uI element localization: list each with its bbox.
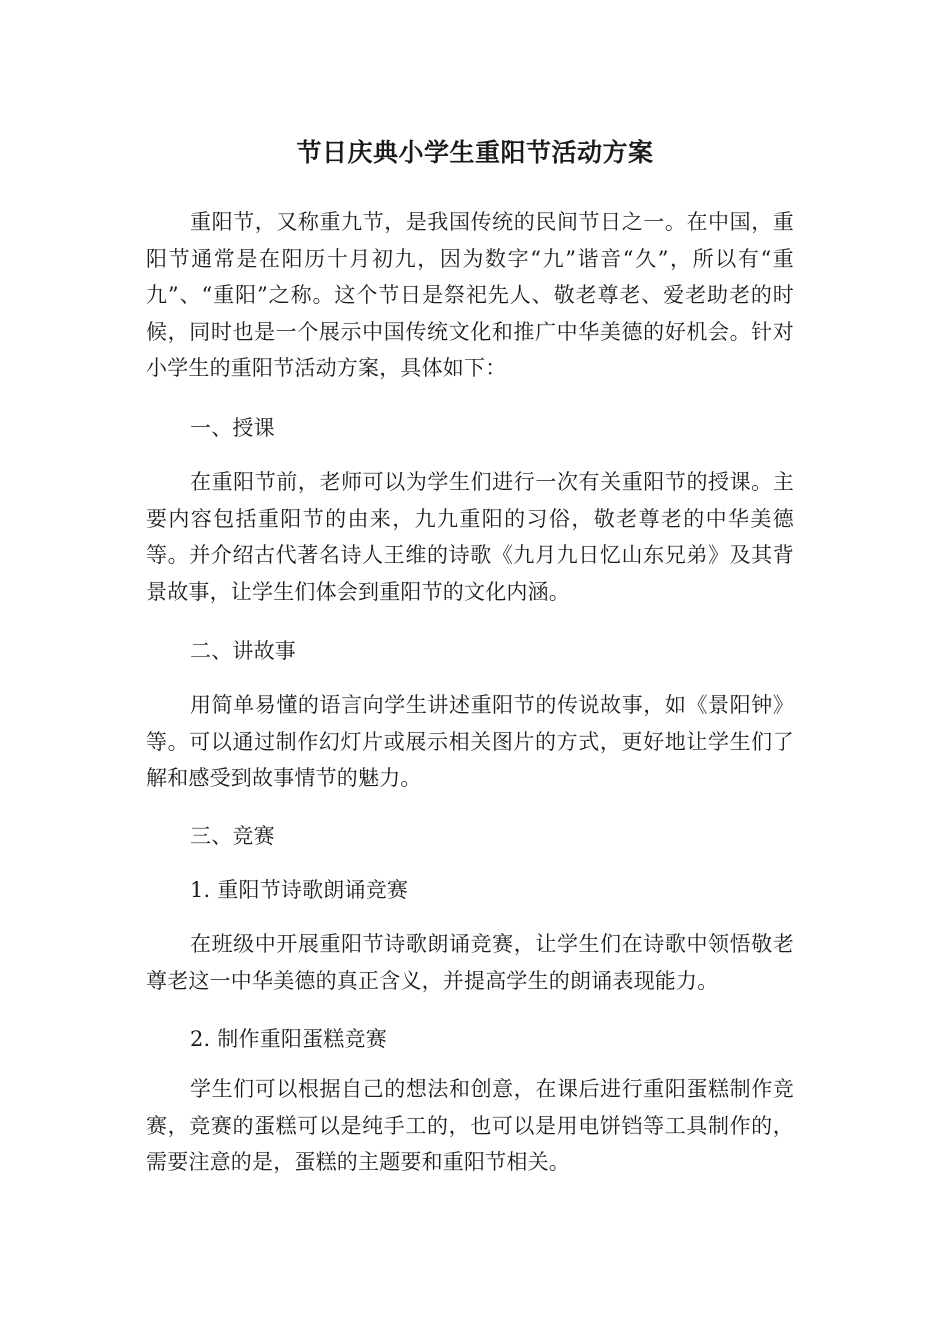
subsection-heading-poetry-contest: 1. 重阳节诗歌朗诵竞赛 (190, 878, 409, 902)
section-paragraph-teaching: 在重阳节前，老师可以为学生们进行一次有关重阳节的授课。主要内容包括重阳节的由来，九九重阳的习俗，敬老尊老的中华美德等。并介绍古代著名诗人王维的诗歌《九月九日忆山东兄弟》及其背景故事，让学生们体会到重阳节的文化内涵。 (146, 470, 794, 604)
subsection-heading-cake-contest: 2. 制作重阳蛋糕竞赛 (190, 1027, 387, 1051)
section-heading-competition: 三、竞赛 (190, 824, 275, 848)
subsection-paragraph-cake-contest: 学生们可以根据自己的想法和创意，在课后进行重阳蛋糕制作竞赛，竞赛的蛋糕可以是纯手工的，也可以是用电饼铛等工具制作的，需要注意的是，蛋糕的主题要和重阳节相关。 (146, 1077, 794, 1174)
section-heading-storytelling: 二、讲故事 (190, 639, 296, 663)
subsection-paragraph-poetry-contest: 在班级中开展重阳节诗歌朗诵竞赛，让学生们在诗歌中领悟敬老尊老这一中华美德的真正含义，并提高学生的朗诵表现能力。 (146, 932, 794, 993)
document-title: 节日庆典小学生重阳节活动方案 (296, 138, 654, 167)
section-heading-teaching: 一、授课 (190, 416, 275, 440)
section-paragraph-storytelling: 用简单易懂的语言向学生讲述重阳节的传说故事，如《景阳钟》等。可以通过制作幻灯片或展示相关图片的方式，更好地让学生们了解和感受到故事情节的魅力。 (146, 693, 794, 790)
intro-paragraph: 重阳节，又称重九节，是我国传统的民间节日之一。在中国，重阳节通常是在阳历十月初九，因为数字“九”谐音“久”，所以有“重九”、“重阳”之称。这个节日是祭祀先人、敬老尊老、爱老助老的时候，同时也是一个展示中国传统文化和推广中华美德的好机会。针对小学生的重阳节活动方案，具体如下： (146, 210, 794, 380)
